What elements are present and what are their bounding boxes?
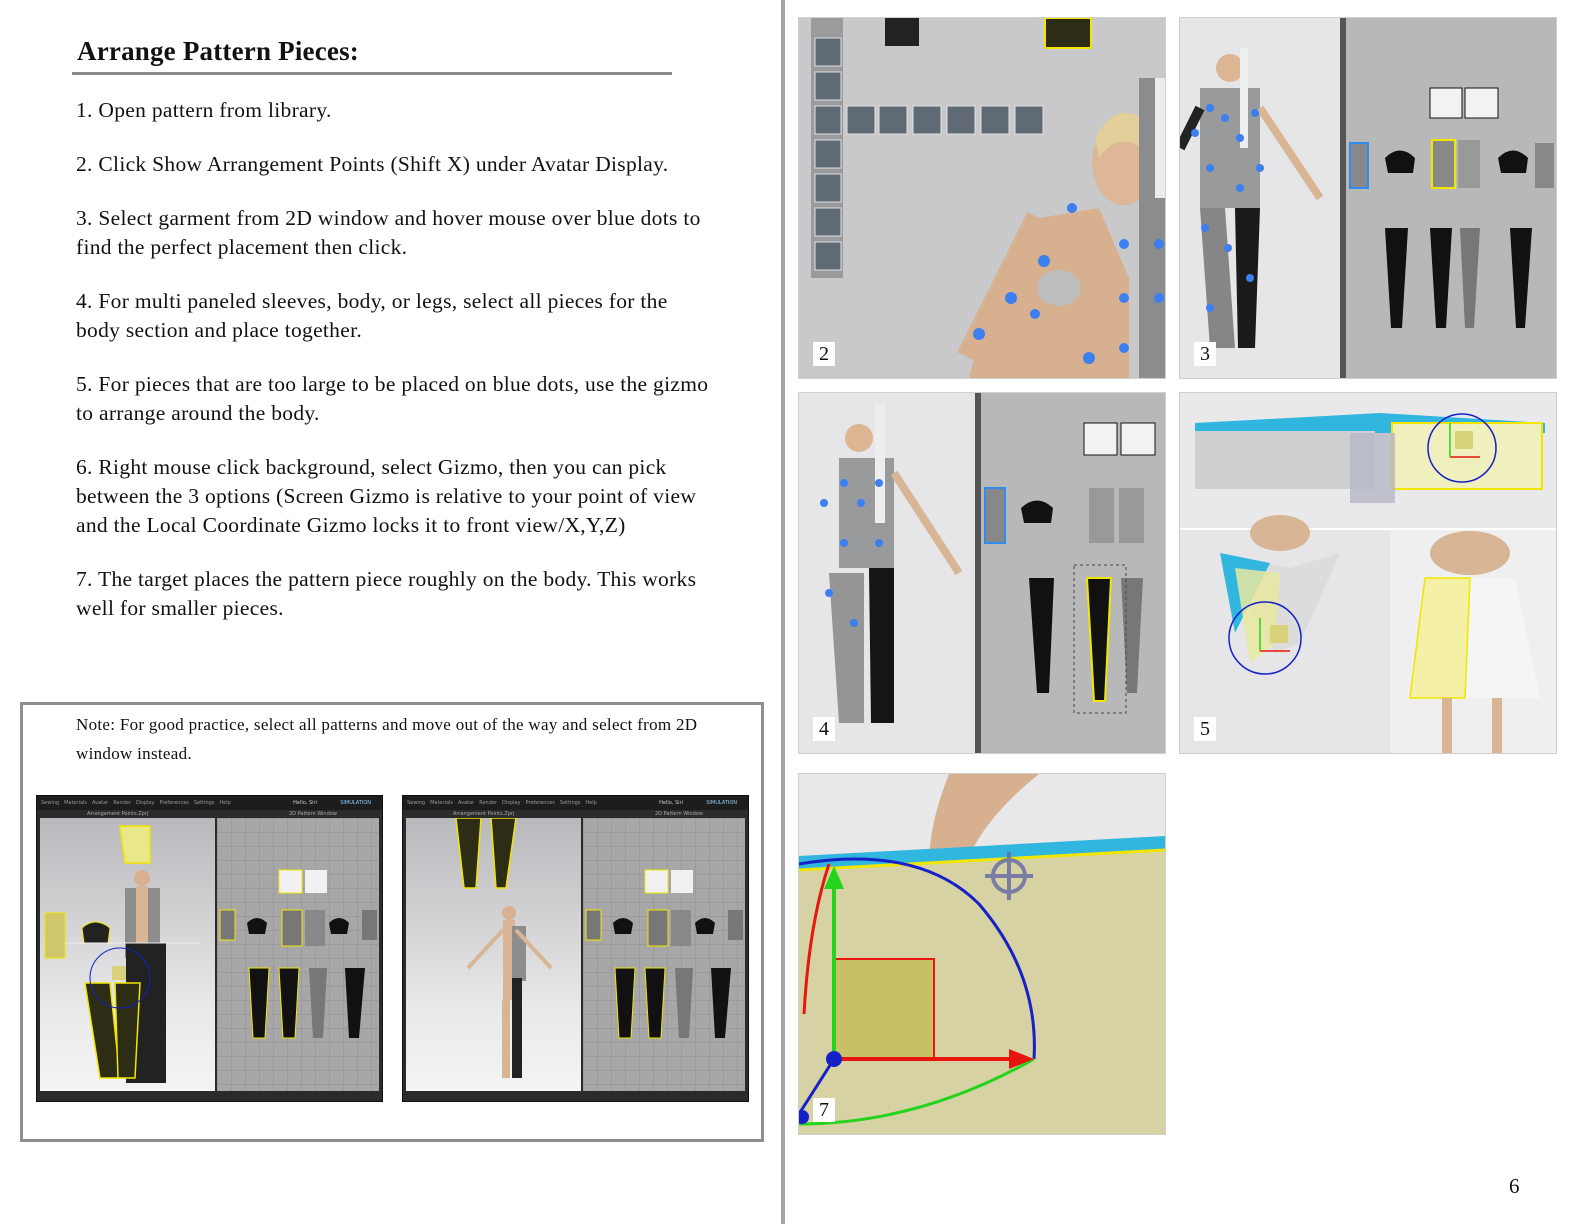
user-greeting: Hello, Siri (659, 800, 683, 806)
page-divider (781, 0, 785, 1224)
figure-5 (1179, 392, 1557, 754)
mode-label: SIMULATION (340, 800, 371, 806)
menu-bar: Sewing Materials Avatar Render Display Preferences Settings Help Hello, Siri SIMULATION (403, 796, 748, 810)
user-greeting: Hello, Siri (293, 800, 317, 806)
step-4: 4. For multi paneled sleeves, body, or legs, select all pieces for the body section and place together. (76, 289, 668, 342)
software-screenshot-a (36, 795, 383, 1102)
page-title: Arrange Pattern Pieces: (77, 36, 359, 66)
avatar-with-patterns-svg (40, 818, 215, 1091)
figure-3-svg (1180, 18, 1556, 378)
page-number: 6 (1509, 1174, 1520, 1198)
pattern-pieces-svg (583, 818, 745, 1091)
step-1: 1. Open pattern from library. (76, 98, 332, 122)
figure-3 (1179, 17, 1557, 379)
instruction-list (76, 96, 716, 648)
step-6: 6. Right mouse click background, select Gizmo, then you can pick between the 3 options (Screen Gizmo is relative to your point of view and the Local Coordinate Gizmo locks it to front view/X,Y,Z) (76, 455, 697, 537)
figure-number: 4 (813, 717, 835, 741)
pattern-pieces-svg (217, 818, 379, 1091)
note-text: Note: For good practice, select all patterns and move out of the way and select from 2D window instead. (76, 715, 698, 763)
2d-window-title: 2D Pattern Window (655, 811, 703, 817)
3d-window-title: Arrangement Points.Zprj (453, 811, 515, 817)
figure-7 (798, 773, 1166, 1135)
figure-4-svg (799, 393, 1165, 753)
title-underline (72, 72, 672, 75)
step-7: 7. The target places the pattern piece roughly on the body. This works well for smaller pieces. (76, 567, 697, 620)
3d-window[interactable] (406, 818, 581, 1091)
3d-window-title: Arrangement Points.Zprj (87, 811, 149, 817)
figure-7-svg (799, 774, 1165, 1134)
step-2: 2. Click Show Arrangement Points (Shift X) under Avatar Display. (76, 152, 669, 176)
figure-number: 5 (1194, 717, 1216, 741)
menu-bar: Sewing Materials Avatar Render Display Preferences Settings Help Hello, Siri SIMULATION (37, 796, 382, 810)
3d-window[interactable] (40, 818, 215, 1091)
figure-5-svg (1180, 393, 1556, 753)
2d-pattern-window[interactable] (583, 818, 745, 1091)
avatar-clean-svg (406, 818, 581, 1091)
step-5: 5. For pieces that are too large to be placed on blue dots, use the gizmo to arrange around the body. (76, 372, 709, 425)
figure-number: 2 (813, 342, 835, 366)
2d-pattern-window[interactable] (217, 818, 379, 1091)
figure-2-svg (799, 18, 1165, 378)
2d-window-title: 2D Pattern Window (289, 811, 337, 817)
figure-number: 7 (813, 1098, 835, 1122)
figure-number: 3 (1194, 342, 1216, 366)
step-3: 3. Select garment from 2D window and hover mouse over blue dots to find the perfect placement then click. (76, 206, 701, 259)
software-screenshot-b (402, 795, 749, 1102)
mode-label: SIMULATION (706, 800, 737, 806)
figure-4 (798, 392, 1166, 754)
figure-2 (798, 17, 1166, 379)
